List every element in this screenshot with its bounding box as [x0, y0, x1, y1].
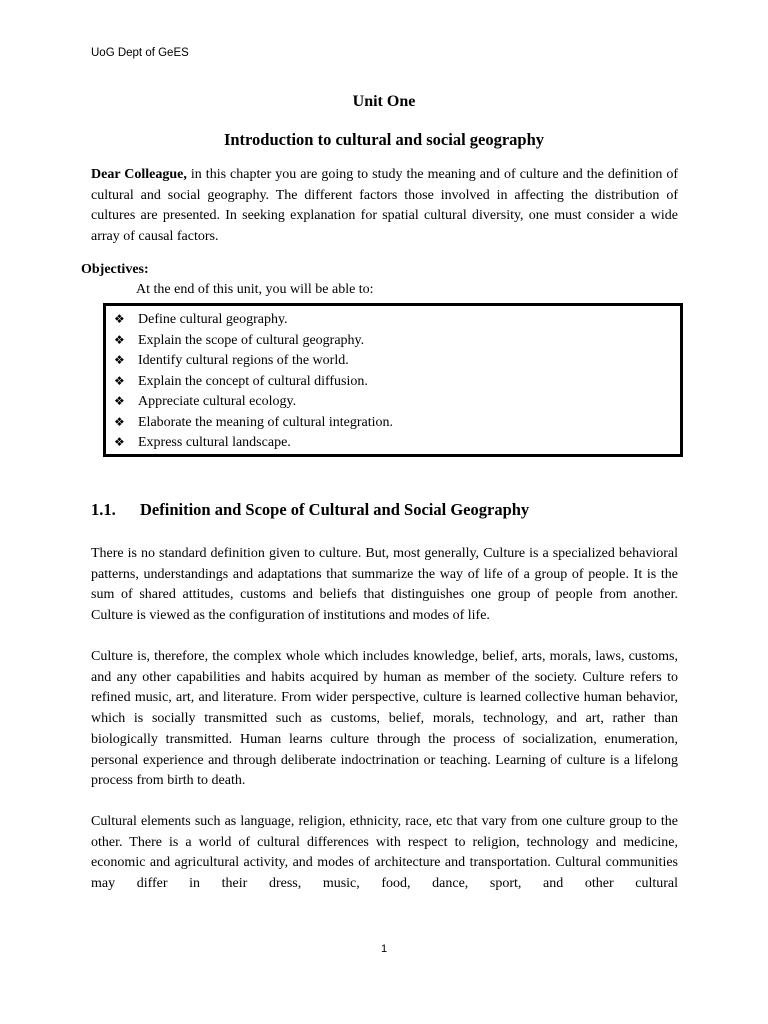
diamond-bullet-icon: ❖: [114, 435, 125, 449]
objective-text: Define cultural geography.: [138, 312, 288, 327]
objective-text: Explain the scope of cultural geography.: [138, 332, 365, 348]
diamond-bullet-icon: ❖: [114, 312, 125, 326]
body-paragraph-2: Culture is, therefore, the complex whole which includes knowledge, belief, arts, morals, laws, customs, and any other capabilities and habits acquired by human as member of the society. Culture refers to refined music, art, and literature. From wider perspective, culture is learned collective human behavior, which is socially transmitted such as customs, belief, morals, technology, and art, rather than biologically transmitted. Human learns culture through the process of socialization, enumeration, personal experience and through deliberate indoctrination or teaching. Learning of culture is a lifelong process from birth to death.: [91, 649, 678, 789]
objective-text: Express cultural landscape.: [138, 435, 291, 450]
intro-text: in this chapter you are going to study the meaning and of culture and the definition of cultural and social geography. The different factors those involved in affecting the distribution of cultures are presented. In seeking explanation for spatial cultural diversity, one must consider a wide array of causal factors.: [91, 167, 678, 245]
unit-label: Unit One: [352, 93, 416, 110]
body-paragraph-1: There is no standard definition given to culture. But, most generally, Culture is a specialized behavioral patterns, understandings and adaptations that summarize the way of life of a group of people. It is the sum of shared attitudes, customs and beliefs that distinguishes one group of people from another. Culture is viewed as the configuration of institutions and modes of life.: [91, 546, 678, 624]
page-number: 1: [380, 943, 388, 955]
section-heading: [91, 500, 529, 520]
objective-item: [114, 412, 680, 433]
objective-item: [114, 350, 680, 371]
section-number: 1.1.: [91, 500, 116, 519]
objective-text: Identify cultural regions of the world.: [138, 353, 349, 368]
objective-item: [114, 391, 680, 412]
intro-lead: Dear Colleague,: [91, 167, 187, 182]
diamond-bullet-icon: ❖: [114, 353, 125, 367]
objectives-box: [103, 303, 683, 457]
diamond-bullet-icon: ❖: [114, 414, 125, 429]
diamond-bullet-icon: ❖: [114, 394, 125, 408]
section-title: Definition and Scope of Cultural and Social Geography: [140, 500, 530, 519]
objective-text: Appreciate cultural ecology.: [138, 394, 297, 409]
objective-item: [114, 330, 680, 351]
objectives-label: Objectives:: [81, 262, 149, 277]
page-header: UoG Dept of GeES: [91, 47, 189, 59]
objective-item: [114, 309, 680, 330]
objective-item: [114, 371, 680, 392]
objectives-list: [106, 306, 680, 453]
objective-text: Elaborate the meaning of cultural integration.: [138, 414, 394, 430]
objective-text: Explain the concept of cultural diffusion.: [138, 373, 368, 389]
diamond-bullet-icon: ❖: [114, 332, 125, 347]
objective-item: [114, 432, 680, 453]
intro-paragraph: [91, 165, 678, 248]
objectives-lead: At the end of this unit, you will be able to:: [136, 282, 374, 297]
diamond-bullet-icon: ❖: [114, 373, 125, 388]
body-paragraph-3: Cultural elements such as language, religion, ethnicity, race, etc that vary from one culture group to the other. There is a world of cultural differences with respect to religion, technology and medicine, economic and agricultural activity, and modes of architecture and transportation. Cultural communities may differ in their dress, music, food, dance, sport, and other cultural: [91, 814, 678, 892]
unit-title: Introduction to cultural and social geography: [223, 130, 545, 149]
